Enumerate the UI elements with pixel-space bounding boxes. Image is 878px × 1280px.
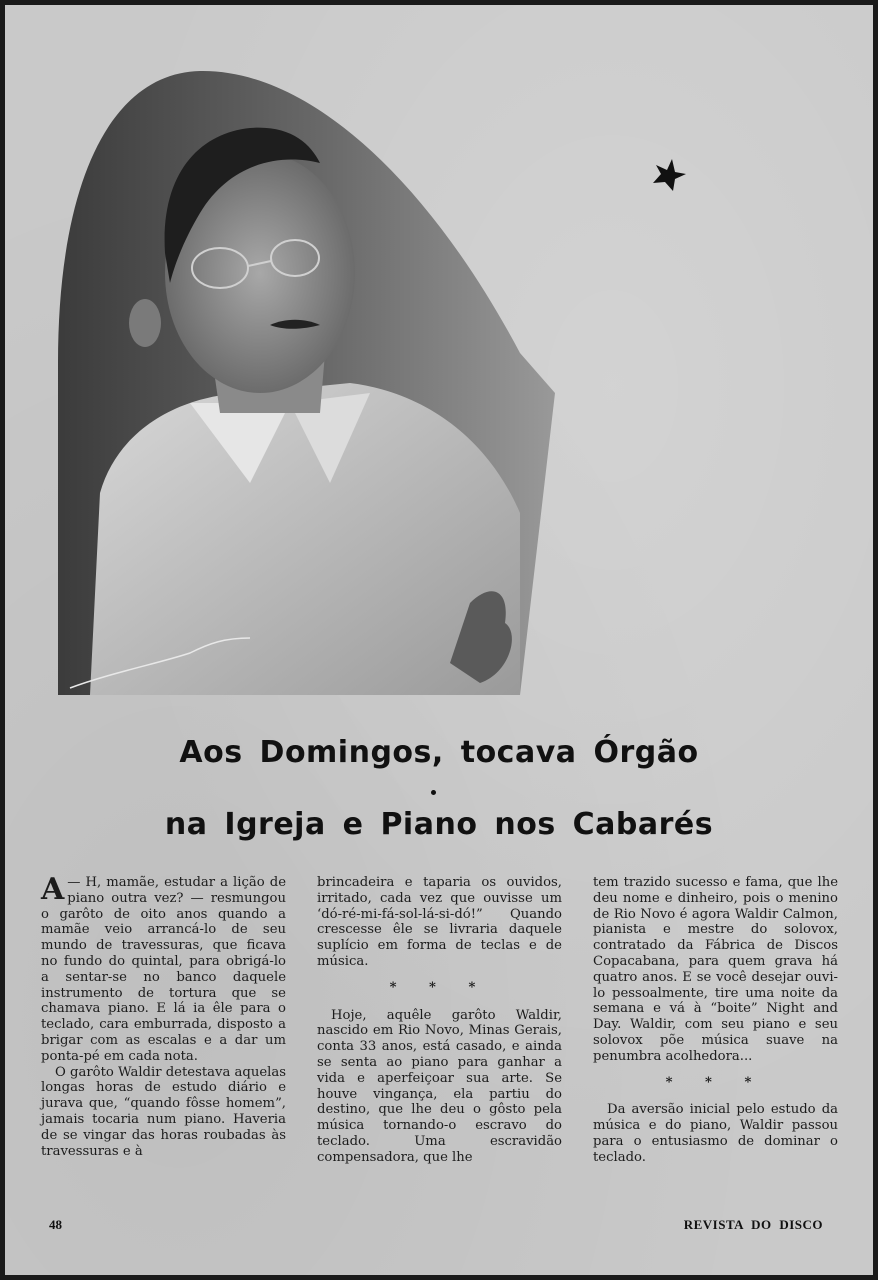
star-icon [648,155,688,195]
article-paragraph: A — H, mamãe, estudar a lição de piano outra vez? — resmungou o garôto de oito anos quando a mamãe veio arrancá-lo de seu mundo de travessuras, que ficava no fundo do quintal, para obrigá-lo a sentar-se no banco daquele instrumento de tortura que se chamava piano. E lá ia êle para o teclado, cara emburrada, disposto a brigar com as escalas e a dar um ponta-pé em cada nota. [41,872,286,1064]
article-column-2 [317,875,562,1166]
article-column-3 [593,875,838,1166]
article-paragraph: O garôto Waldir detestava aquelas longas horas de estudo diário e jurava que, “quando fôsse homem”, jamais tocaria num piano. Haveria de se vingar das horas roubadas às travessuras e à [41,1064,286,1159]
section-separator: * * * [389,979,490,995]
section-separator: * * * [665,1074,766,1090]
article-paragraph: brincadeira e taparia os ouvidos, irritado, cada vez que ouvisse um ‘dó-ré-mi-fá-sol-lá-si-dó!” Quando crescesse êle se livraria daquele suplício em forma de teclas e de música. [317,875,562,969]
page-number: 48 [49,1217,62,1232]
drop-cap: A [41,872,65,907]
article-paragraph: tem trazido sucesso e fama, que lhe deu nome e dinheiro, pois o menino de Rio Novo é agora Waldir Calmon, pianista e mestre do solovox, contratado da Fábrica de Discos Copacabana, para quem grava há quatro anos. E se você desejar ouvi-lo pessoalmente, tire uma noite da semana e vá à “boite” Night and Day. Waldir, com seu piano e seu solovox põe música suave na penumbra acolhedora... [593,875,838,1064]
article-paragraph: Hoje, aquêle garôto Waldir, nascido em Rio Novo, Minas Gerais, conta 33 anos, está casado, e ainda se senta ao piano para ganhar a vida e aperfeiçoar sua arte. Se houve vingança, ela partiu do destino, que lhe deu o gôsto pela música tornando-o escravo do teclado. Uma escravidão compensadora, que lhe [317,1007,562,1165]
headline-dot [431,790,436,795]
portrait-photo [50,63,560,695]
publication-name: REVISTA DO DISCO [683,1217,823,1232]
article-column-1 [41,872,286,1159]
portrait-photo-graphic [50,63,560,695]
magazine-page [5,5,873,1275]
headline-line-2: na Igreja e Piano nos Cabarés [164,807,714,842]
headline-line-1: Aos Domingos, tocava Órgão [179,735,699,770]
article-paragraph: Da aversão inicial pelo estudo da música e do piano, Waldir passou para o entusiasmo de dominar o teclado. [593,1102,838,1165]
